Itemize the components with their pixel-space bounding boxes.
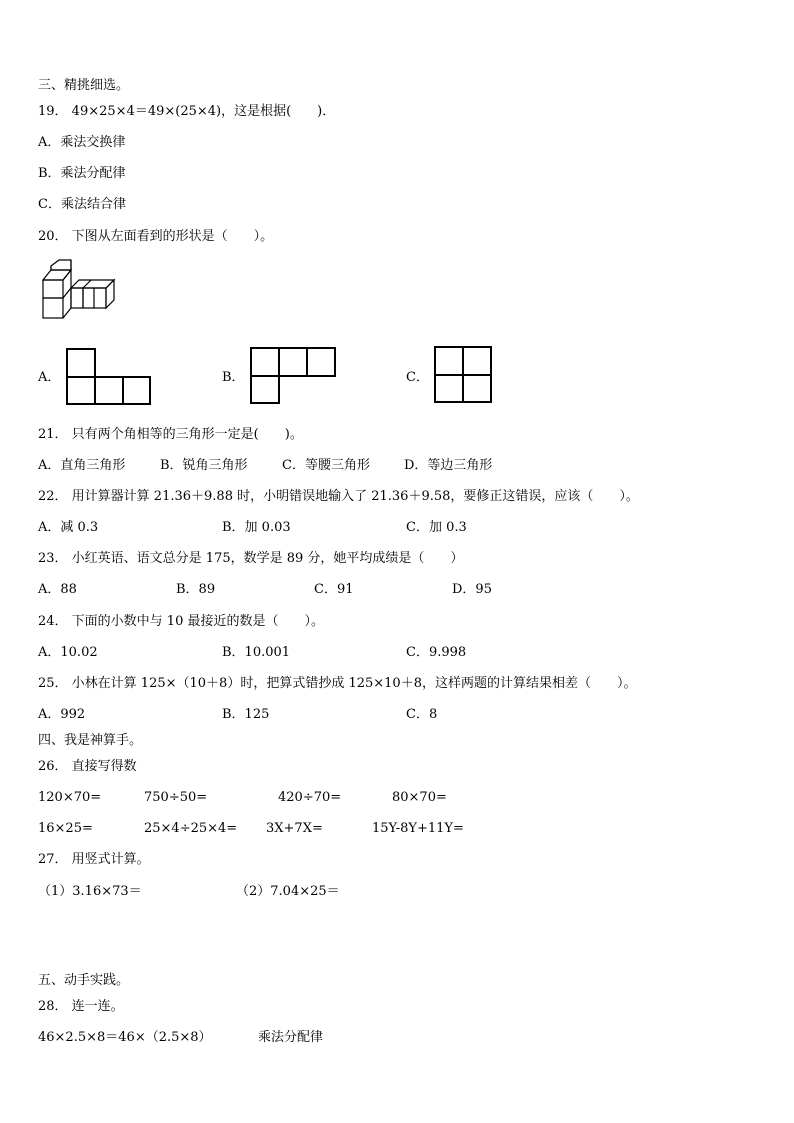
vertical-calc-1: （1）3.16×73＝ — [38, 884, 142, 899]
option-20b-figure — [250, 347, 338, 405]
section-heading-4: 四、我是神算手。 — [38, 733, 143, 748]
option-25b: B．125 — [222, 707, 270, 722]
calc-item: 15Y-8Y+11Y= — [372, 821, 464, 836]
option-20a-label: A． — [38, 370, 61, 385]
cube-face — [106, 280, 114, 308]
option-24a: A．10.02 — [38, 645, 98, 660]
calc-item: 16×25= — [38, 821, 93, 836]
option-24c: C．9.998 — [406, 645, 467, 660]
calc-item: 80×70= — [392, 790, 447, 805]
question-28: 28． 连一连。 — [38, 999, 124, 1014]
option-24b: B．10.001 — [222, 645, 291, 660]
option-25a: A．992 — [38, 707, 86, 722]
option-22c: C．加 0.3 — [406, 520, 467, 535]
calc-item: 120×70= — [38, 790, 102, 805]
option-22a: A．减 0.3 — [38, 520, 99, 535]
option-22b: B．加 0.03 — [222, 520, 291, 535]
question-26: 26． 直接写得数 — [38, 759, 137, 774]
question-19: 19． 49×25×4＝49×(25×4)，这是根据( )． — [38, 104, 336, 119]
option-23b: B．89 — [176, 582, 216, 597]
question-22: 22． 用计算器计算 21.36＋9.88 时，小明错误地输入了 21.36＋9.58，要修正这错误，应该（ ）。 — [38, 489, 639, 504]
match-left-item: 46×2.5×8＝46×（2.5×8） — [38, 1030, 212, 1045]
calc-item: 25×4÷25×4= — [144, 821, 238, 836]
option-19c: C．乘法结合律 — [38, 197, 126, 212]
option-21a: A．直角三角形 — [38, 458, 126, 473]
question-21: 21． 只有两个角相等的三角形一定是( )。 — [38, 427, 303, 442]
calc-item: 750÷50= — [144, 790, 208, 805]
option-20c-label: C． — [406, 370, 429, 385]
cube-face — [51, 260, 71, 270]
option-19a: A．乘法交换律 — [38, 135, 126, 150]
section-heading-3: 三、精挑细选。 — [38, 78, 130, 93]
option-20a-figure — [66, 348, 152, 406]
cube-face — [43, 298, 63, 318]
section-heading-5: 五、动手实践。 — [38, 973, 130, 988]
cube-face — [43, 280, 63, 298]
vertical-calc-2: （2）7.04×25＝ — [236, 884, 340, 899]
cube-solid-figure — [36, 260, 118, 326]
option-20c-figure — [434, 346, 494, 404]
option-19b: B．乘法分配律 — [38, 166, 126, 181]
option-23c: C．91 — [314, 582, 354, 597]
question-25: 25． 小林在计算 125×（10＋8）时，把算式错抄成 125×10＋8，这样两题的计算结果相差（ ）。 — [38, 676, 637, 691]
match-right-item: 乘法分配律 — [258, 1030, 324, 1045]
option-23d: D．95 — [452, 582, 492, 597]
question-20: 20． 下图从左面看到的形状是（ ）。 — [38, 229, 274, 244]
calc-item: 3X+7X= — [266, 821, 323, 836]
calc-item: 420÷70= — [278, 790, 342, 805]
question-27: 27． 用竖式计算。 — [38, 852, 150, 867]
option-23a: A．88 — [38, 582, 77, 597]
question-24: 24． 下面的小数中与 10 最接近的数是（ ）。 — [38, 614, 324, 629]
option-20b-label: B． — [222, 370, 245, 385]
option-25c: C．8 — [406, 707, 438, 722]
cube-face — [71, 288, 83, 308]
option-21c: C．等腰三角形 — [282, 458, 370, 473]
option-21d: D．等边三角形 — [404, 458, 493, 473]
option-21b: B．锐角三角形 — [160, 458, 248, 473]
question-23: 23． 小红英语、语文总分是 175，数学是 89 分，她平均成绩是（ ） — [38, 551, 464, 566]
